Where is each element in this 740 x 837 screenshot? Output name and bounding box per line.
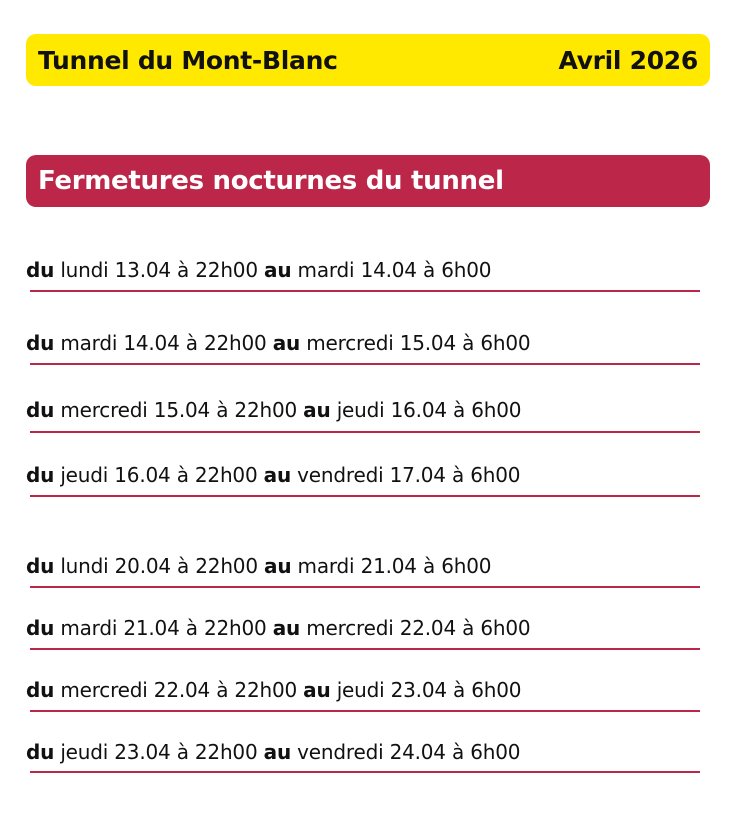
closure-start: mercredi 15.04 à 22h00 (60, 398, 297, 422)
closure-item (26, 553, 700, 579)
from-word: du (26, 740, 55, 764)
closure-text (26, 257, 700, 283)
divider (30, 495, 700, 497)
closure-start: lundi 13.04 à 22h00 (60, 258, 258, 282)
divider (30, 586, 700, 588)
closure-start: mardi 21.04 à 22h00 (60, 616, 267, 640)
from-word: du (26, 678, 55, 702)
header-banner (26, 34, 710, 86)
closure-item (26, 397, 700, 423)
from-word: du (26, 554, 55, 578)
divider (30, 771, 700, 773)
closure-end: mercredi 15.04 à 6h00 (306, 331, 531, 355)
from-word: du (26, 398, 55, 422)
header-date: Avril 2026 (558, 45, 698, 75)
section-title: Fermetures nocturnes du tunnel (38, 166, 504, 196)
divider (30, 710, 700, 712)
from-word: du (26, 331, 55, 355)
closure-item (26, 330, 700, 356)
to-word: au (263, 463, 291, 487)
to-word: au (264, 258, 292, 282)
closure-text (26, 553, 700, 579)
from-word: du (26, 616, 55, 640)
divider (30, 290, 700, 292)
closure-end: mardi 21.04 à 6h00 (297, 554, 492, 578)
to-word: au (303, 678, 331, 702)
closure-end: vendredi 24.04 à 6h00 (297, 740, 521, 764)
closure-start: mercredi 22.04 à 22h00 (60, 678, 297, 702)
closure-item (26, 615, 700, 641)
from-word: du (26, 463, 55, 487)
closure-start: lundi 20.04 à 22h00 (60, 554, 258, 578)
closure-end: jeudi 23.04 à 6h00 (336, 678, 522, 702)
closure-item (26, 677, 700, 703)
divider (30, 648, 700, 650)
closure-end: mercredi 22.04 à 6h00 (306, 616, 531, 640)
section-title-banner (26, 155, 710, 207)
to-word: au (303, 398, 331, 422)
closure-text (26, 615, 700, 641)
to-word: au (263, 740, 291, 764)
to-word: au (272, 616, 301, 640)
closure-item (26, 257, 700, 283)
header-title: Tunnel du Mont-Blanc (38, 45, 338, 75)
closure-text (26, 397, 700, 423)
to-word: au (272, 331, 301, 355)
divider (30, 363, 700, 365)
closure-item (26, 739, 700, 765)
from-word: du (26, 258, 55, 282)
closure-start: mardi 14.04 à 22h00 (60, 331, 267, 355)
closure-end: vendredi 17.04 à 6h00 (297, 463, 521, 487)
closure-item (26, 462, 700, 488)
closure-end: mardi 14.04 à 6h00 (297, 258, 492, 282)
closure-start: jeudi 16.04 à 22h00 (60, 463, 258, 487)
to-word: au (264, 554, 292, 578)
divider (30, 431, 700, 433)
closure-text (26, 462, 700, 488)
closure-end: jeudi 16.04 à 6h00 (336, 398, 522, 422)
closure-text (26, 677, 700, 703)
closure-start: jeudi 23.04 à 22h00 (60, 740, 258, 764)
closure-text (26, 330, 700, 356)
closure-text (26, 739, 700, 765)
